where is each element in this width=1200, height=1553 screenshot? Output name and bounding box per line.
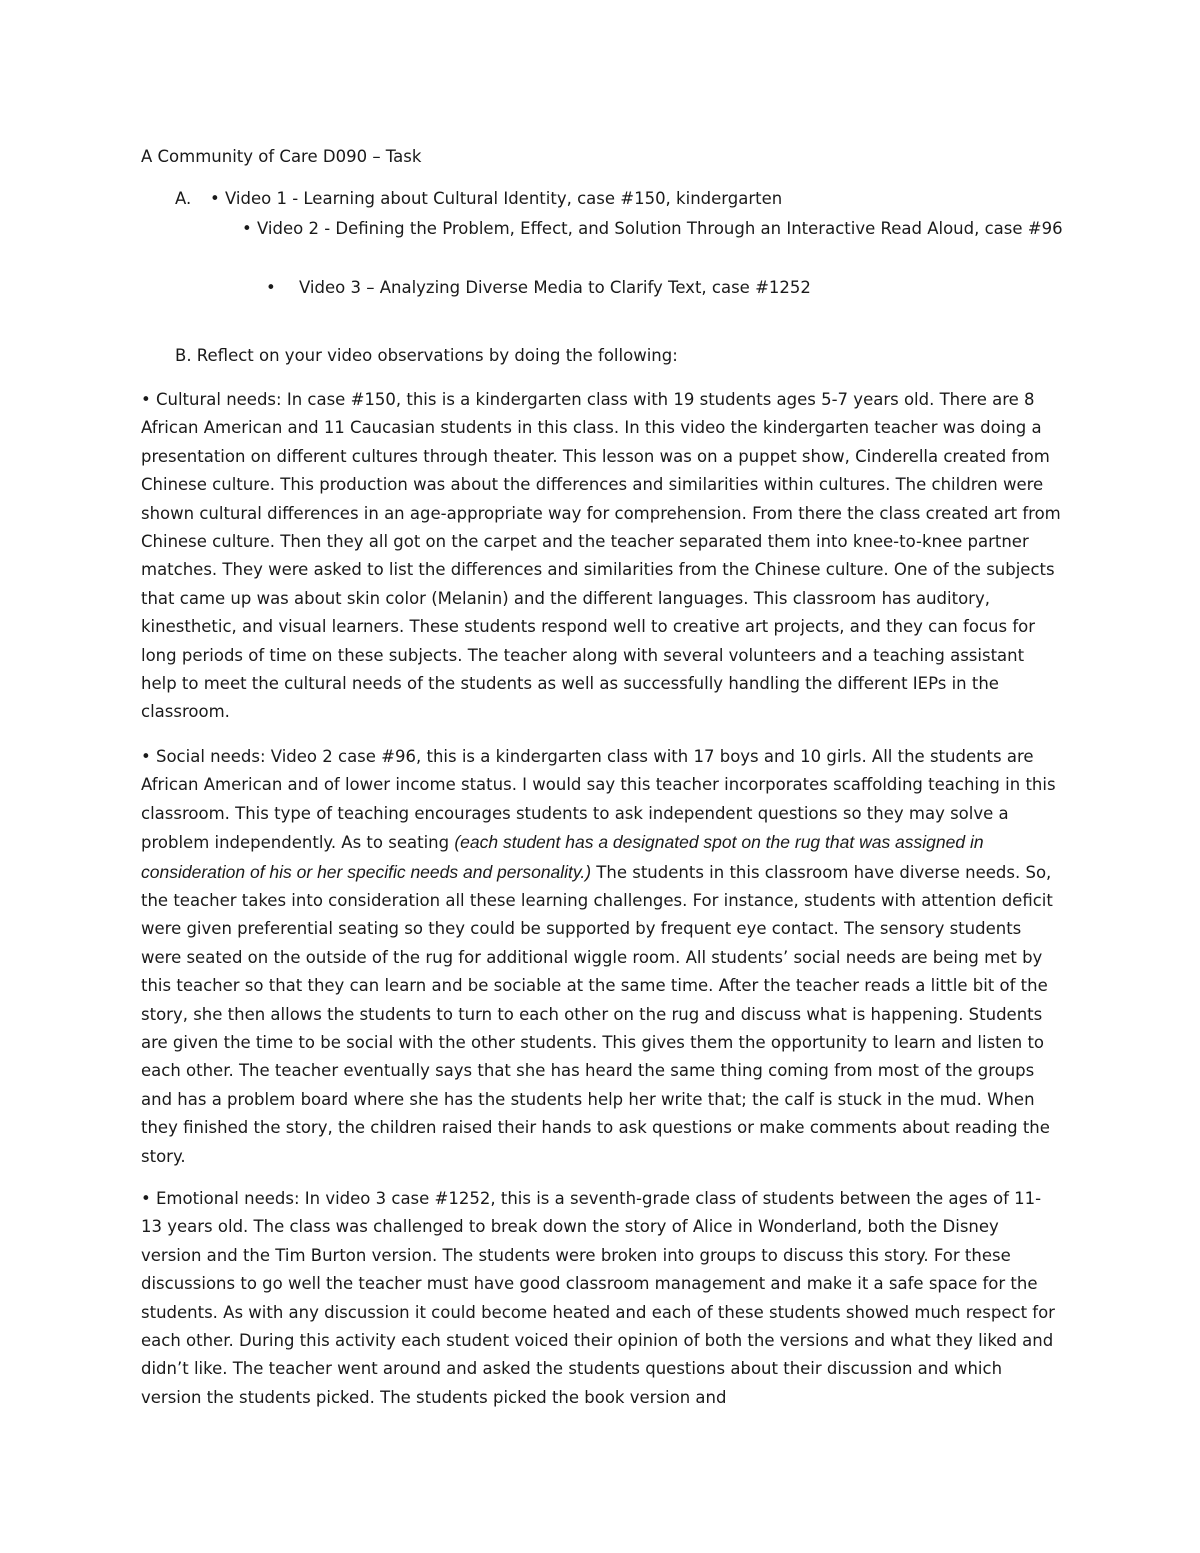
document-title: A Community of Care D090 – Task: [141, 147, 422, 166]
video-1-item: [210, 185, 782, 213]
cultural-needs-paragraph: • Cultural needs: In case #150, this is a kindergarten class with 19 students ages 5-7 years old. There are 8 African American and 11 Caucasian students in this class. In this video the kindergarten teacher was doing a presentation on different cultures through theater. This lesson was on a puppet show, Cinderella created from Chinese culture. This production was about the differences and similarities within cultures. The children were shown cultural differences in an age-appropriate way for comprehension. From there the class created art from Chinese culture. Then they all got on the carpet and the teacher separated them into knee-to-knee partner matches. They were asked to list the differences and similarities from the Chinese culture. One of the subjects that came up was about skin color (Melanin) and the different languages. This classroom has auditory, kinesthetic, and visual learners. These students respond well to creative art projects, and they can focus for long periods of time on these subjects. The teacher along with several volunteers and a teaching assistant help to meet the cultural needs of the students as well as successfully handling the different IEPs in the classroom.: [141, 390, 1061, 722]
video-2-text: Video 2 - Defining the Problem, Effect, and Solution Through an Interactive Read Aloud, case #96: [256, 219, 1063, 238]
video-2-item: [210, 215, 1070, 243]
video-2-bullet: •: [242, 219, 252, 238]
video-1-text: Video 1 - Learning about Cultural Identity, case #150, kindergarten: [224, 189, 783, 208]
social-needs-text-start: • Social needs: Video 2 case #96, this is a kindergarten class with 17 boys and 10 girls. All the students are African American and of lower income status. I would say this teacher incorporates scaffolding teaching in this classroom. This type of teaching encourages students to ask independent questions so they may solve a problem independently. As to seating: [141, 747, 1056, 853]
video-3-text: Video 3 – Analyzing Diverse Media to Clarify Text, case #1252: [299, 278, 811, 297]
video-1-bullet: •: [210, 189, 220, 208]
social-needs-paragraph: [141, 743, 1061, 1171]
social-needs-text-end: The students in this classroom have diverse needs. So, the teacher takes into consideration all these learning challenges. For instance, students with attention deficit were given preferential seating so they could be supported by frequent eye contact. The sensory students were seated on the outside of the rug for additional wiggle room. All students’ social needs are being met by this teacher so that they can learn and be sociable at the same time. After the teacher reads a little bit of the story, she then allows the students to turn to each other on the rug and discuss what is happening. Students are given the time to be social with the other students. This gives them the opportunity to learn and listen to each other. The teacher eventually says that she has heard the same thing coming from most of the groups and has a problem board where she has the students help her write that; the calf is stuck in the mud. When they finished the story, the children raised their hands to ask questions or make comments about reading the story.: [141, 862, 1053, 1166]
emotional-needs-paragraph: • Emotional needs: In video 3 case #1252, this is a seventh-grade class of students between the ages of 11-13 years old. The class was challenged to break down the story of Alice in Wonderland, both the Disney version and the Tim Burton version. The students were broken into groups to discuss this story. For these discussions to go well the teacher must have good classroom management and make it a safe space for the students. As with any discussion it could become heated and each of these students showed much respect for each other. During this activity each student voiced their opinion of both the versions and what they liked and didn’t like. The teacher went around and asked the students questions about their discussion and which version the students picked. The students picked the book version and: [141, 1189, 1055, 1407]
video-3-bullet: •: [266, 278, 276, 297]
social-needs-quote: (each student has a designated spot on the rug that was assigned in consideration of his or her specific needs and personality.): [141, 832, 984, 882]
section-b-intro: B. Reflect on your video observations by doing the following:: [175, 346, 678, 365]
section-a-label: A.: [175, 189, 192, 208]
